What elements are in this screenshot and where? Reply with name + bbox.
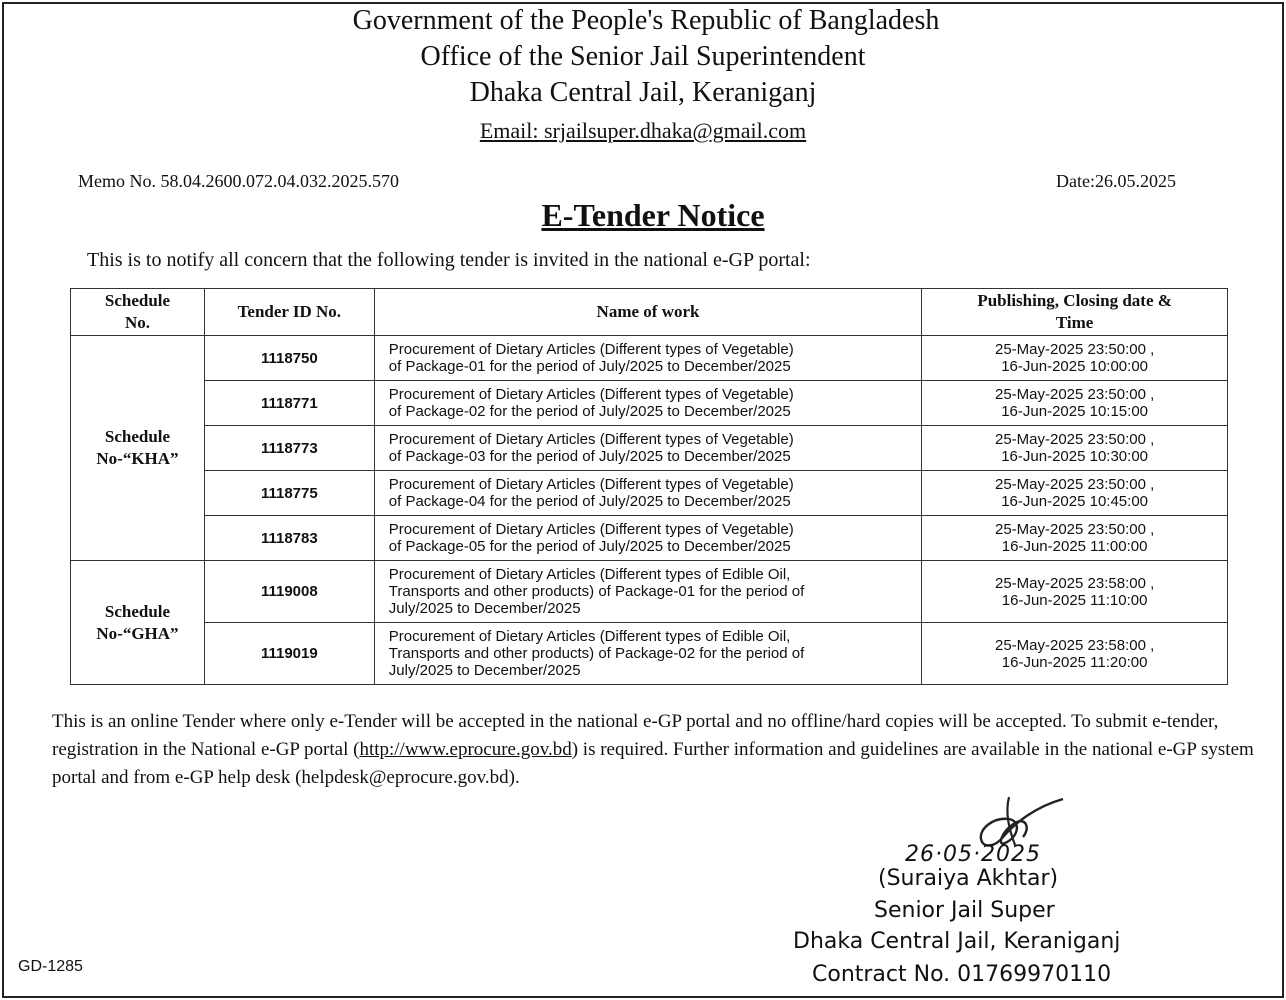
tender-id: 1119008 xyxy=(204,561,374,623)
instructions-paragraph: This is an online Tender where only e-Tender will be accepted in the national e-GP portal and no offline/hard copies will be accepted. To submit e-tender, registration in the National e-GP portal (http://www.eprocure.gov.bd) is required. Further information and guidelines are available in the national e-GP system portal and from e-GP help desk (helpdesk@eprocure.gov.bd). xyxy=(52,711,1254,788)
work-name: Procurement of Dietary Articles (Different types of Vegetable) of Package-03 for the period of July/2025 to December/2025 xyxy=(374,426,921,471)
header-government: Government of the People's Republic of Bangladesh xyxy=(352,5,940,36)
table-row xyxy=(71,426,1228,471)
tender-id: 1118775 xyxy=(204,471,374,516)
header-office: Office of the Senior Jail Superintendent xyxy=(420,41,866,72)
table-header-row xyxy=(71,289,1228,336)
signature-date: 26·05·2025 xyxy=(905,842,1041,867)
tender-id: 1118750 xyxy=(204,336,374,381)
tender-dates: 25-May-2025 23:50:00 , 16-Jun-2025 10:00:00 xyxy=(922,336,1228,381)
tender-id: 1119019 xyxy=(204,623,374,685)
work-name: Procurement of Dietary Articles (Different types of Vegetable) of Package-01 for the period of July/2025 to December/2025 xyxy=(374,336,921,381)
tender-dates: 25-May-2025 23:50:00 , 16-Jun-2025 10:30:00 xyxy=(922,426,1228,471)
memo-number: Memo No. 58.04.2600.072.04.032.2025.570 xyxy=(78,171,399,191)
table-row xyxy=(71,381,1228,426)
tender-dates: 25-May-2025 23:58:00 , 16-Jun-2025 11:20:00 xyxy=(922,623,1228,685)
page-title: E-Tender Notice xyxy=(541,197,765,233)
contact-number: Contract No. 01769970110 xyxy=(812,962,1112,987)
header-tender-id: Tender ID No. xyxy=(204,289,374,336)
tender-table xyxy=(70,288,1228,685)
document-code: GD-1285 xyxy=(18,958,83,975)
notice-date: Date:26.05.2025 xyxy=(1056,171,1176,191)
signatory-office: Dhaka Central Jail, Keraniganj xyxy=(793,929,1121,954)
tender-id: 1118771 xyxy=(204,381,374,426)
header-schedule: Schedule No. xyxy=(71,289,205,336)
table-row xyxy=(71,623,1228,685)
work-name: Procurement of Dietary Articles (Different types of Vegetable) of Package-04 for the period of July/2025 to December/2025 xyxy=(374,471,921,516)
tender-dates: 25-May-2025 23:50:00 , 16-Jun-2025 10:15:00 xyxy=(922,381,1228,426)
header-dates: Publishing, Closing date & Time xyxy=(922,289,1228,336)
table-row xyxy=(71,516,1228,561)
signatory-name: (Suraiya Akhtar) xyxy=(878,866,1059,891)
tender-id: 1118773 xyxy=(204,426,374,471)
eprocure-link[interactable]: http://www.eprocure.gov.bd xyxy=(359,739,572,760)
work-name: Procurement of Dietary Articles (Different types of Edible Oil, Transports and other products) of Package-01 for the period of July/2025 to December/2025 xyxy=(374,561,921,623)
schedule-gha: Schedule No-“GHA” xyxy=(71,561,205,685)
work-name: Procurement of Dietary Articles (Different types of Vegetable) of Package-02 for the period of July/2025 to December/2025 xyxy=(374,381,921,426)
signatory-designation: Senior Jail Super xyxy=(874,898,1055,923)
table-row xyxy=(71,561,1228,623)
header-work: Name of work xyxy=(374,289,921,336)
work-name: Procurement of Dietary Articles (Different types of Edible Oil, Transports and other products) of Package-02 for the period of July/2025 to December/2025 xyxy=(374,623,921,685)
table-row xyxy=(71,336,1228,381)
header-location: Dhaka Central Jail, Keraniganj xyxy=(469,77,817,108)
header-email[interactable]: Email: srjailsuper.dhaka@gmail.com xyxy=(479,118,807,143)
tender-dates: 25-May-2025 23:58:00 , 16-Jun-2025 11:10:00 xyxy=(922,561,1228,623)
schedule-kha: Schedule No-“KHA” xyxy=(71,336,205,561)
tender-dates: 25-May-2025 23:50:00 , 16-Jun-2025 11:00:00 xyxy=(922,516,1228,561)
intro-text: This is to notify all concern that the following tender is invited in the national e-GP portal: xyxy=(87,249,811,271)
work-name: Procurement of Dietary Articles (Different types of Vegetable) of Package-05 for the period of July/2025 to December/2025 xyxy=(374,516,921,561)
tender-id: 1118783 xyxy=(204,516,374,561)
table-row xyxy=(71,471,1228,516)
tender-dates: 25-May-2025 23:50:00 , 16-Jun-2025 10:45:00 xyxy=(922,471,1228,516)
